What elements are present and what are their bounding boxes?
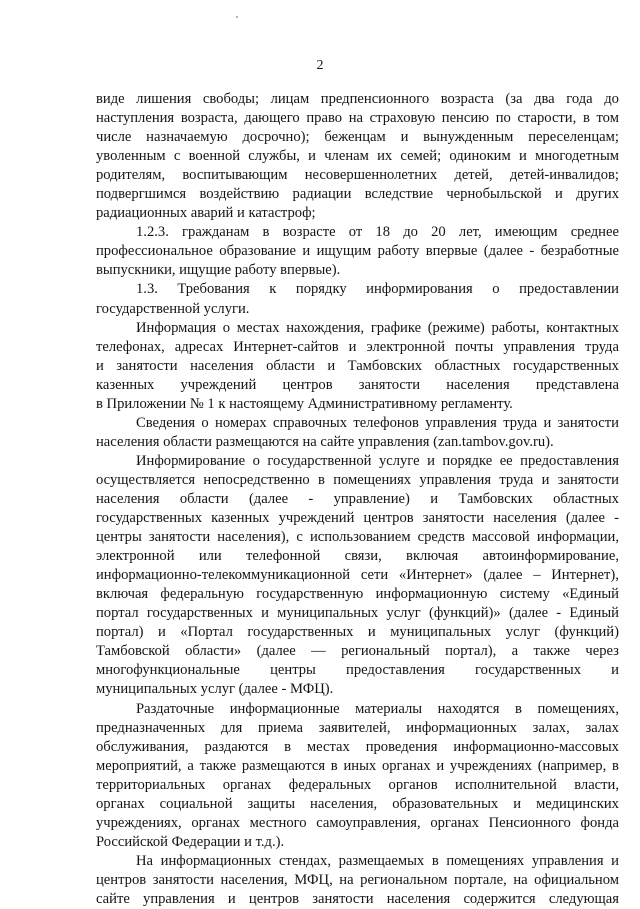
text-line: На информационных стендах, размещаемых в помещениях управления и (136, 852, 619, 869)
text-line: населения области размещаются на сайте управления (zan.tambov.gov.ru). (96, 433, 554, 450)
text-line: органах социальной защиты населения, образовательных и медицинских (96, 795, 619, 812)
scan-speck (236, 16, 238, 18)
text-line: государственной услуги. (96, 300, 250, 317)
text-line: портал государственных и муниципальных услуг (функций)» (далее - Единый (96, 605, 619, 622)
text-line: Сведения о номерах справочных телефонов управления труда и занятости (136, 414, 619, 431)
text-line: электронной или телефонной связи, включая автоинформирование, (96, 548, 619, 565)
document-body (96, 90, 619, 909)
text-line: Информирование о государственной услуге и порядке ее предоставления (136, 452, 619, 469)
text-line: и занятости населения области и Тамбовских областных государственных (96, 357, 619, 374)
text-line: телефонах, адресах Интернет-сайтов и электронной почты управления труда (96, 338, 619, 355)
text-line: населения области (далее - управление) и Тамбовских областных (96, 490, 619, 507)
text-line: учреждениях, органах местного самоуправления, органах Пенсионного фонда (96, 814, 619, 831)
text-line: включая федеральную государственную информационную систему «Единый (96, 586, 619, 603)
text-line: родителям, воспитывающим несовершеннолетних детей, детей-инвалидов; (96, 167, 619, 184)
text-line: многофункциональные центры предоставления государственных и (96, 662, 619, 679)
text-line: в Приложении № 1 к настоящему Административному регламенту. (96, 395, 513, 412)
text-line: портал) и «Портал государственных и муниципальных услуг (функций) (96, 624, 619, 641)
text-line: 1.2.3. гражданам в возрасте от 18 до 20 лет, имеющим среднее (136, 224, 619, 241)
text-line: мероприятий, а также размещаются в иных органах и учреждениях (например, в (96, 757, 619, 774)
text-line: Раздаточные информационные материалы находятся в помещениях, (136, 700, 619, 717)
text-line: 1.3. Требования к порядку информирования о предоставлении (136, 281, 619, 298)
text-line: числе назначаемую досрочно); беженцам и вынужденным переселенцам; (96, 129, 619, 146)
text-line: Тамбовской области» (далее — региональный портал), а также через (96, 643, 619, 660)
text-line: виде лишения свободы; лицам предпенсионного возраста (за два года до (96, 91, 619, 107)
text-line: профессиональное образование и ищущим работу впервые (далее - безработные (96, 243, 619, 260)
text-line: территориальных органах федеральных органов исполнительной власти, (96, 776, 619, 793)
text-line: центров занятости населения, МФЦ, на региональном портале, на официальном (96, 871, 619, 888)
text-line: казенных учреждений центров занятости населения представлена (96, 376, 619, 393)
text-line: центры занятости населения), с использованием средств массовой информации, (96, 529, 619, 546)
text-line: Российской Федерации и т.д.). (96, 833, 285, 850)
text-line: подвергшимся воздействию радиации вследствие чернобыльской и других (96, 186, 619, 203)
text-line: Информация о местах нахождения, графике (режиме) работы, контактных (136, 319, 619, 336)
text-line: наступления возраста, дающего право на страховую пенсию по старости, в том (96, 110, 619, 127)
text-line: осуществляется непосредственно в помещениях управления труда и занятости (96, 471, 619, 488)
text-line: предназначенных для приема заявителей, информационных залах, залах (96, 719, 619, 736)
text-line: выпускники, ищущие работу впервые). (96, 262, 341, 279)
text-line: информационно-телекоммуникационной сети «Интернет» (далее – Интернет), (96, 567, 619, 584)
text-line: муниципальных услуг (далее - МФЦ). (96, 681, 334, 698)
text-line: сайте управления и центров занятости населения содержится следующая (96, 890, 619, 907)
text-line: государственных казенных учреждений центров занятости населения (далее - (96, 510, 619, 527)
text-line: обслуживания, раздаются в местах проведения информационно-массовых (96, 738, 619, 755)
text-line: уволенным с военной службы, и членам их семей; одиноким и многодетным (96, 148, 619, 165)
page-number: 2 (316, 58, 324, 73)
text-line: радиационных аварий и катастроф; (96, 205, 316, 222)
